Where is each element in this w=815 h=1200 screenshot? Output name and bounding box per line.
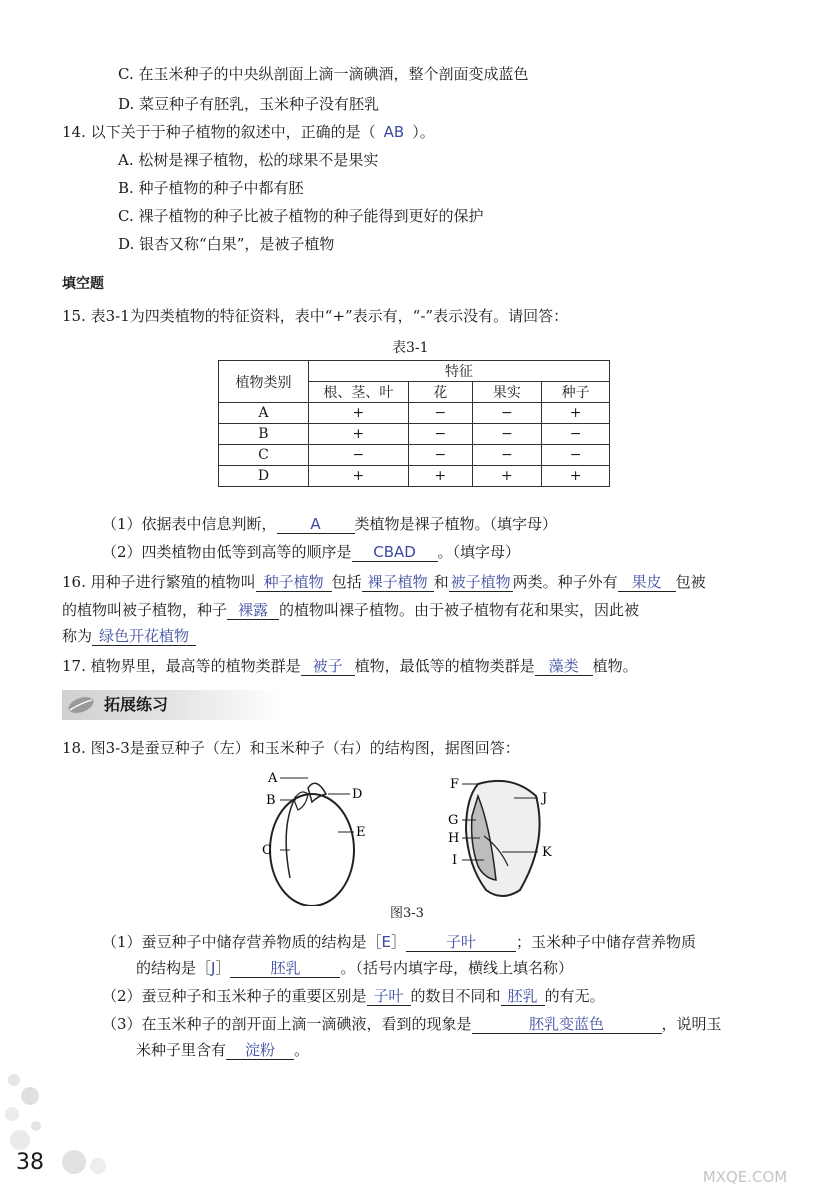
seed-structure-diagram <box>250 766 580 906</box>
table-cell: − <box>408 424 472 445</box>
q15-sub2-text-end: 。（填字母） <box>437 543 521 561</box>
q15-sub2-text: （2）四类植物由低等到高等的顺序是 <box>102 543 352 561</box>
q14-option-d: D. 银杏又称“白果”，是被子植物 <box>118 235 335 253</box>
q16-text: 和 <box>433 573 449 591</box>
row-label: B <box>219 424 309 445</box>
bean-seed-figure <box>262 771 366 906</box>
q18-sub3-line1 <box>102 1014 722 1034</box>
q18-text: （2）蚕豆种子和玉米种子的重要区别是 <box>102 987 367 1005</box>
q15-sub2 <box>102 542 520 562</box>
leaf-icon <box>66 694 96 716</box>
q18-text: ］ <box>391 933 407 951</box>
q16-answer-5: 裸露 <box>227 601 279 620</box>
corn-label: F <box>450 777 460 792</box>
q18-answer-3: 子叶 <box>367 987 411 1006</box>
col-header: 果实 <box>472 382 542 403</box>
q17-line <box>62 656 638 676</box>
header-category: 植物类别 <box>219 361 309 403</box>
corn-label: K <box>542 845 552 860</box>
table-row <box>219 424 610 445</box>
q14-stem-end: ）。 <box>412 123 435 141</box>
q16-text: 称为 <box>62 627 93 645</box>
q16-text: 的植物叫裸子植物。由于被子植物有花和果实，因此被 <box>279 601 640 619</box>
table-cell: − <box>472 424 542 445</box>
q17-text: 植物，最低等的植物类群是 <box>354 657 535 675</box>
section-title: 拓展练习 <box>104 695 169 714</box>
col-header: 种子 <box>542 382 610 403</box>
q16-text: 包括 <box>331 573 362 591</box>
q14-stem <box>62 122 435 142</box>
q18-text: ；玉米种子中储存营养物质 <box>516 933 697 951</box>
table-cell: − <box>472 403 542 424</box>
q18-sub3-line2 <box>136 1040 309 1060</box>
q16-answer-1: 种子植物 <box>256 573 332 592</box>
header-feature: 特征 <box>308 361 609 382</box>
col-header: 根、茎、叶 <box>308 382 408 403</box>
q18-sub1-line1 <box>102 932 696 952</box>
q18-text: 米种子里含有 <box>136 1041 227 1059</box>
q14-stem-text: 14. 以下关于于种子植物的叙述中，正确的是（ <box>62 123 376 141</box>
table-row <box>219 445 610 466</box>
page-number: 38 <box>16 1150 44 1175</box>
watermark-logo <box>685 1130 805 1198</box>
row-label: D <box>219 466 309 487</box>
table-row <box>219 466 610 487</box>
q17-text: 植物。 <box>592 657 638 675</box>
table-cell: − <box>472 445 542 466</box>
q18-answer-2: 胚乳 <box>230 959 340 978</box>
fill-in-heading: 填空题 <box>62 276 104 292</box>
q14-option-c: C. 裸子植物的种子比被子植物的种子能得到更好的保护 <box>118 207 484 225</box>
q16-line1 <box>62 572 706 592</box>
table-cell: + <box>308 424 408 445</box>
corn-label: J <box>542 791 548 806</box>
q16-text: 的植物叫被子植物，种子 <box>62 601 228 619</box>
q18-text: 。 <box>294 1041 310 1059</box>
q18-text: ，说明玉 <box>661 1015 722 1033</box>
q13-option-c: C. 在玉米种子的中央纵剖面上滴一滴碘酒，整个剖面变成蓝色 <box>118 65 529 83</box>
corn-seed-figure <box>448 777 552 896</box>
q15-sub1-text-end: 类植物是裸子植物。（填字母） <box>354 515 558 533</box>
q14-option-a: A. 松树是裸子植物，松的球果不是果实 <box>118 151 379 169</box>
q18-text: （1）蚕豆种子中储存营养物质的结构是［ <box>102 933 382 951</box>
q15-sub1-answer: A <box>277 515 355 534</box>
q16-answer-6: 绿色开花植物 <box>92 627 196 646</box>
bean-label: A <box>268 771 278 786</box>
table-cell: − <box>308 445 408 466</box>
q14-option-b: B. 种子植物的种子中都有胚 <box>118 179 304 197</box>
q18-bracket-answer-1: E <box>381 933 392 951</box>
q13-option-d: D. 菜豆种子有胚乳，玉米种子没有胚乳 <box>118 95 380 113</box>
q18-text: 的数目不同和 <box>410 987 501 1005</box>
feature-table <box>218 360 610 487</box>
table-cell: + <box>308 466 408 487</box>
bean-label: C <box>262 843 272 858</box>
table-header-row <box>219 361 610 382</box>
watermark-text: MXQE.COM <box>702 1168 788 1186</box>
q15-sub1 <box>102 514 557 534</box>
q18-answer-5: 胚乳变蓝色 <box>472 1015 662 1034</box>
table-cell: + <box>408 466 472 487</box>
q17-text: 17. 植物界里，最高等的植物类群是 <box>62 657 301 675</box>
bean-label: D <box>352 787 363 802</box>
table-cell: + <box>308 403 408 424</box>
table-caption: 表3-1 <box>392 340 429 356</box>
q16-answer-2: 裸子植物 <box>362 573 434 592</box>
q18-bracket-answer-2: J <box>211 959 216 977</box>
table-cell: − <box>542 445 610 466</box>
q17-answer-1: 被子 <box>301 657 355 676</box>
q16-text: 两类。种子外有 <box>512 573 618 591</box>
table-row <box>219 403 610 424</box>
q16-text: 16. 用种子进行繁殖的植物叫 <box>62 573 256 591</box>
row-label: A <box>219 403 309 424</box>
q15-stem: 15. 表3-1为四类植物的特征资料，表中“+”表示有，“-”表示没有。请回答： <box>62 307 569 325</box>
q14-answer: AB <box>383 123 405 141</box>
q18-sub2 <box>102 986 605 1006</box>
bean-label: E <box>356 825 366 840</box>
q18-text: 。（括号内填字母，横线上填名称） <box>340 959 573 977</box>
table-cell: + <box>542 466 610 487</box>
corn-label: G <box>448 813 459 828</box>
table-cell: − <box>542 424 610 445</box>
bean-label: B <box>266 793 276 808</box>
table-cell: − <box>408 445 472 466</box>
q16-answer-4: 果皮 <box>618 573 676 592</box>
corn-label: I <box>452 853 458 868</box>
q17-answer-2: 藻类 <box>535 657 593 676</box>
q18-sub1-line2 <box>136 958 573 978</box>
q16-text: 包被 <box>675 573 706 591</box>
q18-answer-6: 淀粉 <box>226 1041 294 1060</box>
q18-text: （3）在玉米种子的剖开面上滴一滴碘液，看到的现象是 <box>102 1015 472 1033</box>
q18-text: ］ <box>215 959 231 977</box>
table-cell: + <box>542 403 610 424</box>
q16-answer-3: 被子植物 <box>450 573 511 591</box>
q18-answer-4: 胚乳 <box>501 987 545 1006</box>
table-cell: + <box>472 466 542 487</box>
col-header: 花 <box>408 382 472 403</box>
q18-text: 的结构是［ <box>136 959 212 977</box>
q16-line3 <box>62 626 196 646</box>
q16-line2 <box>62 600 639 620</box>
q18-answer-1: 子叶 <box>406 933 516 952</box>
figure-caption: 图3-3 <box>390 906 424 921</box>
corn-label: H <box>448 831 460 846</box>
q18-text: 的有无。 <box>544 987 605 1005</box>
table-cell: − <box>408 403 472 424</box>
q18-stem: 18. 图3-3是蚕豆种子（左）和玉米种子（右）的结构图，据图回答： <box>62 739 520 757</box>
q15-sub2-answer: CBAD <box>352 543 438 562</box>
q15-sub1-text: （1）依据表中信息判断， <box>102 515 277 533</box>
row-label: C <box>219 445 309 466</box>
